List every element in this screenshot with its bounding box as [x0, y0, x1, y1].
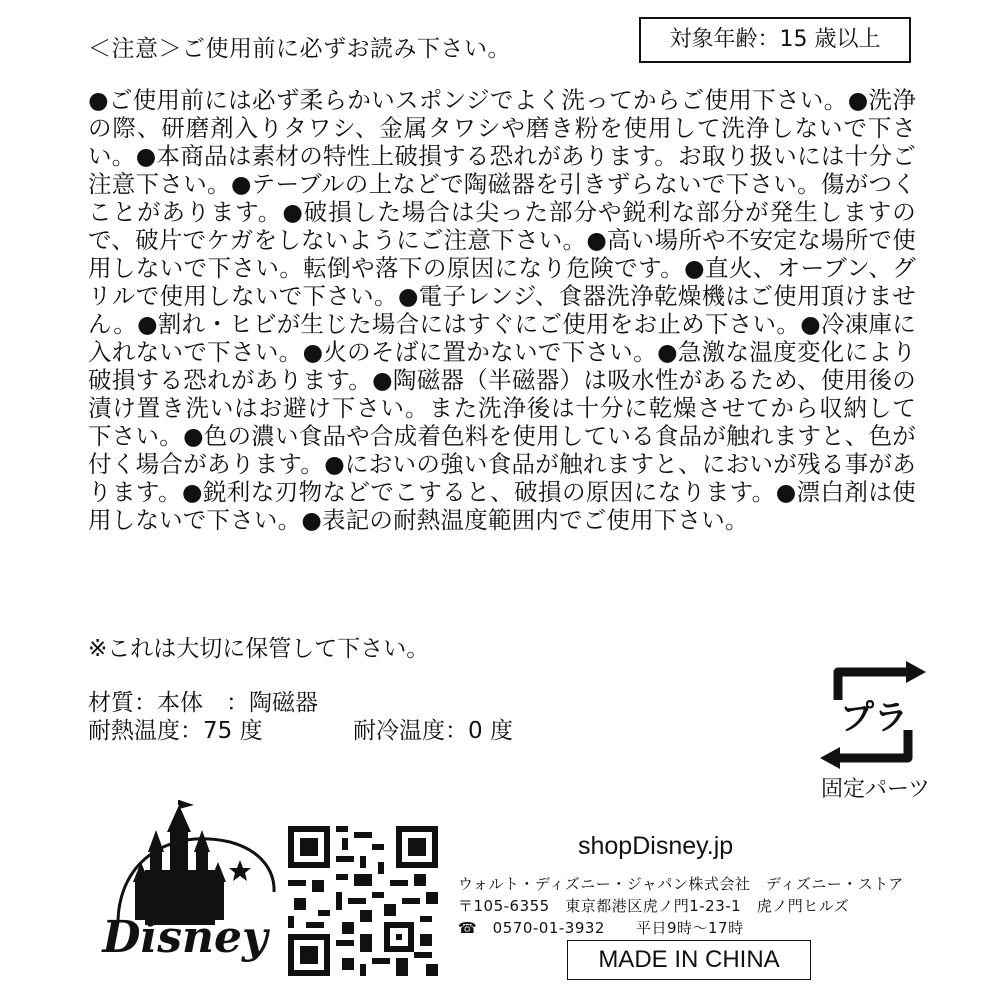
temperature-specs — [88, 717, 513, 745]
keep-note: ※これは大切に保管して下さい。 — [88, 636, 430, 662]
material-spec: 材質：本体 ：陶磁器 — [88, 690, 318, 716]
recycle-label: 固定パーツ — [820, 777, 931, 802]
company-info — [458, 873, 904, 939]
company-name: ウォルト・ディズニー・ジャパン株式会社 ディズニー・ストア — [458, 875, 904, 893]
shop-site-link[interactable]: shopDisney.jp — [578, 832, 734, 860]
recycle-mark-text: プラ — [840, 698, 908, 738]
caution-body-text: ●ご使用前には必ず柔らかいスポンジでよく洗ってからご使用下さい。●洗浄の際、研磨剤入りタワシ、金属タワシや磨き粉を使用して洗浄しないで下さい。●本商品は素材の特性上破損する恐れがあります。お取り扱いには十分ご注意下さい。●テーブルの上などで陶磁器を引きずらないで下さい。傷がつくことがあります。●破損した場合は尖った部分や鋭利な部分が発生しますので、破片でケガをしないようにご注意下さい。●高い場所や不安定な場所で使用しないで下さい。転倒や落下の原因になり危険です。●直火、オーブン、グリルで使用しないで下さい。●電子レンジ、食器洗浄乾燥機はご使用頂けません。●割れ・ヒビが生じた場合にはすぐにご使用をお止め下さい。●冷凍庫に入れないで下さい。●火のそばに置かないで下さい。●急激な温度変化により破損する恐れがあります。●陶磁器（半磁器）は吸水性があるため、使用後の漬け置き洗いはお避け下さい。また洗浄後は十分に乾燥させてから収納して下さい。●色の濃い食品や合成着色料を使用している食品が触れますと、色が付く場合があります。●においの強い食品が触れますと、においが残る事があります。●鋭利な刃物などでこすると、破損の原因になります。●漂白剤は使用しないで下さい。●表記の耐熱温度範囲内でご使用下さい。 — [88, 86, 916, 534]
company-address: 〒105-6355 東京都港区虎ノ門1-23-1 虎ノ門ヒルズ — [458, 897, 850, 915]
heat-resistance: 耐熱温度：75 度 — [88, 718, 263, 744]
disney-logo-text: Disney — [102, 912, 268, 963]
company-phone: ☎ 0570-01-3932 平日9時～17時 — [458, 919, 744, 937]
cold-resistance: 耐冷温度：0 度 — [353, 718, 513, 744]
made-in-box: MADE IN CHINA — [567, 940, 811, 980]
target-age-box: 対象年齢：15 歳以上 — [639, 17, 911, 63]
plastic-recycle-icon — [818, 660, 928, 770]
caution-heading: ＜注意＞ご使用前に必ずお読み下さい。 — [88, 36, 511, 62]
disney-castle-logo — [90, 800, 280, 965]
qr-code[interactable] — [288, 826, 438, 976]
